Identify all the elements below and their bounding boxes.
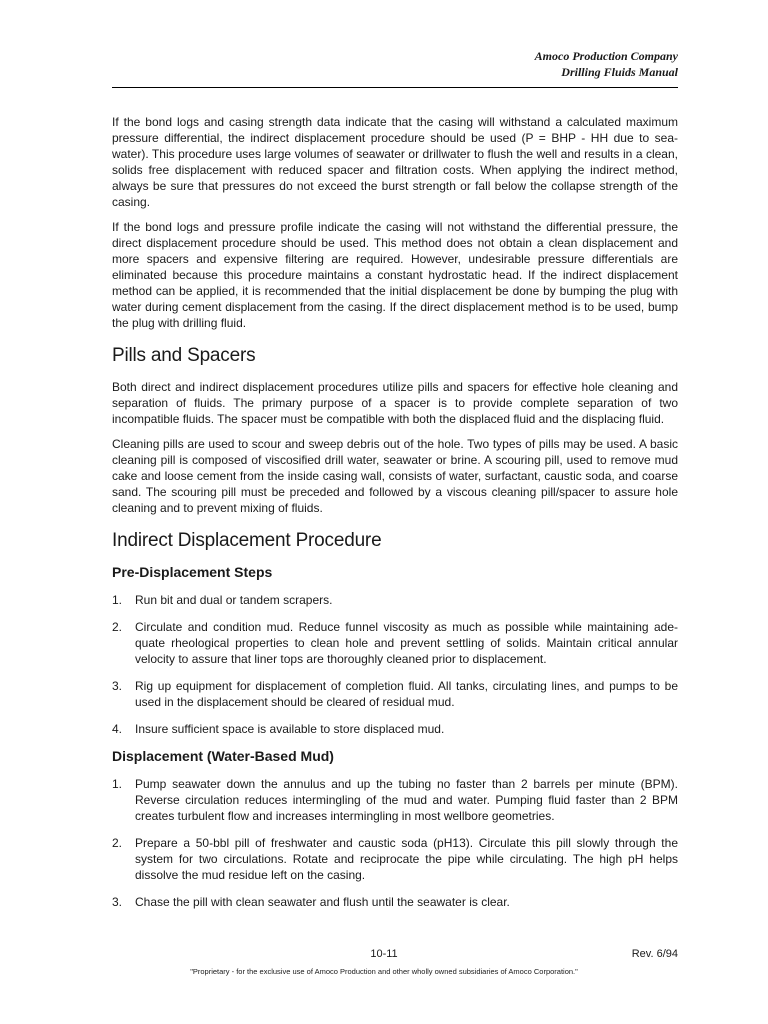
water-based-list [112, 776, 678, 910]
list-item: 2. Circulate and condition mud. Reduce funnel viscosity as much as possible while maintaining ade-quate rheological properties to clean hole and prevent settling of solids. Maintain critical annular velocity to assure that liner tops are thoroughly cleaned prior to displacement. [112, 620, 678, 666]
page-header [535, 48, 678, 80]
pills-paragraph: Cleaning pills are used to scour and sweep debris out of the hole. Two types of pills may be used. A basic cleaning pill is composed of viscosified drill water, seawater or brine. A scouring pill, used to remove mud cake and loose cement from the inside casing wall, consists of water, surfactant, caustic soda, and coarse sand. The scouring pill must be preceded and followed by a viscous cleaning pill/spacer to assure hole cleaning and to prevent mixing of fluids. [112, 437, 678, 515]
intro-paragraph: If the bond logs and casing strength data indicate that the casing will withstand a calculated maximum pressure differential, the indirect displacement procedure should be used (P = BHP - HH due to sea-water). This procedure uses large volumes of seawater or drillwater to flush the well and results in a clean, solids free displacement with reduced spacer and filtration costs. When applying the indirect method, always be sure that pressures do not exceed the burst strength or fall below the collapse strength of the casing. [112, 115, 678, 209]
revision-date: Rev. 6/94 [631, 948, 678, 960]
list-item: 2. Prepare a 50-bbl pill of freshwater and caustic soda (pH13). Circulate this pill slowly through the system for two circulations. Rotate and reciprocate the pipe while circulating. The high pH helps dissolve the mud residue left on the casing. [112, 836, 678, 882]
section-heading-indirect: Indirect Displacement Procedure [112, 530, 382, 551]
list-item: 4. Insure sufficient space is available to store displaced mud. [112, 722, 445, 736]
list-item: 3. Rig up equipment for displacement of completion fluid. All tanks, circulating lines, and pumps to be used in the displacement should be cleared of residual mud. [112, 679, 678, 709]
subheading-water-based: Displacement (Water-Based Mud) [112, 748, 334, 764]
pills-paragraph: Both direct and indirect displacement procedures utilize pills and spacers for effective hole cleaning and separation of fluids. The primary purpose of a spacer is to provide complete separation of two incompatible fluids. The spacer must be compatible with both the displaced fluid and the displacing fluid. [112, 380, 678, 426]
company-name: Amoco Production Company [534, 49, 678, 63]
list-item: 1. Run bit and dual or tandem scrapers. [112, 593, 333, 607]
page-body [112, 114, 678, 921]
section-heading-pills: Pills and Spacers [112, 345, 256, 366]
header-divider [112, 87, 678, 88]
list-item: 1. Pump seawater down the annulus and up the tubing no faster than 2 barrels per minute (BPM). Reverse circulation reduces intermingling of the mud and water. Pumping fluid faster than 2 BPM creates turbulent flow and increases intermingling in most wellbore geometries. [112, 777, 678, 823]
intro-paragraph: If the bond logs and pressure profile indicate the casing will not withstand the differential pressure, the direct displacement procedure should be used. This method does not obtain a clean displacement and more spacers and expensive filtering are required. However, undesirable pressure differentials are eliminated because this procedure maintains a constant hydrostatic head. If the indirect displacement method can be applied, it is recommended that the initial displacement be done by bumping the plug with water during cement displacement from the casing. If the direct displacement method is to be used, bump the plug with drilling fluid. [112, 220, 678, 330]
list-item: 3. Chase the pill with clean seawater and flush until the seawater is clear. [112, 895, 510, 909]
manual-title: Drilling Fluids Manual [561, 65, 678, 79]
proprietary-note: "Proprietary - for the exclusive use of Amoco Production and other wholly owned subsidiaries of Amoco Corporation." [190, 967, 578, 976]
pre-displacement-list [112, 592, 678, 737]
subheading-pre-displacement: Pre-Displacement Steps [112, 564, 273, 580]
page-number: 10-11 [370, 948, 398, 960]
